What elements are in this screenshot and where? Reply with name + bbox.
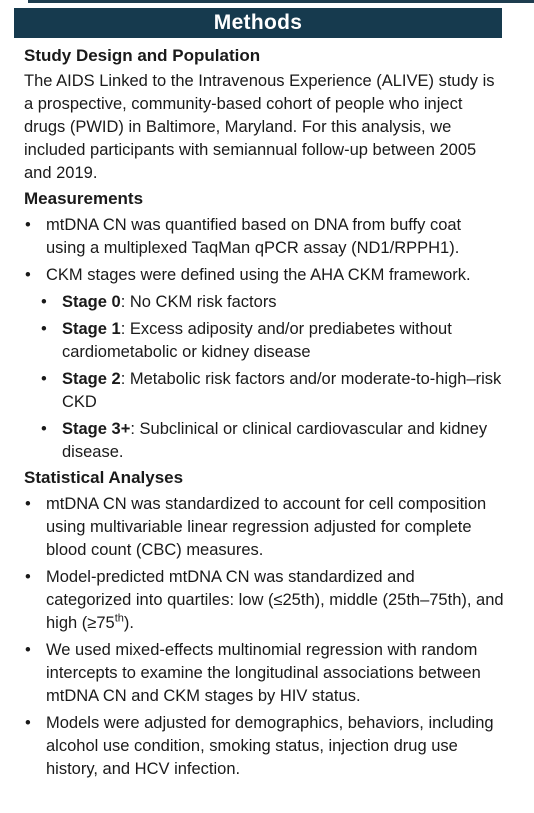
- methods-header-bar: [14, 8, 502, 38]
- methods-content: [24, 44, 504, 781]
- stats-bullet-regression: • We used mixed-effects multinomial regression with random intercepts to examine the longitudinal associations between mtDNA CN and CKM stages by HIV status.: [24, 639, 504, 708]
- measurements-bullet-mtdna: • mtDNA CN was quantified based on DNA from buffy coat using a multiplexed TaqMan qPCR assay (ND1/RPPH1).: [24, 214, 504, 260]
- stats-bullet-standardization: • mtDNA CN was standardized to account for cell composition using multivariable linear regression adjusted for complete blood count (CBC) measures.: [24, 493, 504, 562]
- stage-2-label: Stage 2: [62, 370, 121, 388]
- stage-3-item: [24, 418, 504, 464]
- stage-0-text: : No CKM risk factors: [120, 293, 277, 311]
- stage-0-item: [24, 291, 504, 314]
- study-design-heading: Study Design and Population: [24, 46, 261, 65]
- measurements-heading: Measurements: [24, 189, 144, 208]
- stats-bullet-quartiles: • Model-predicted mtDNA CN was standardized and categorized into quartiles: low (≤25th), middle (25th–75th), and high (≥75th).: [24, 566, 504, 635]
- stage-3-text: : Subclinical or clinical cardiovascular and kidney disease.: [62, 420, 488, 461]
- stage-1-text: : Excess adiposity and/or prediabetes without cardiometabolic or kidney disease: [62, 320, 452, 361]
- statistical-analyses-list: [24, 493, 504, 781]
- stage-1-item: [24, 318, 504, 364]
- stage-0-label: Stage 0: [62, 293, 121, 311]
- stage-1-label: Stage 1: [62, 320, 121, 338]
- measurements-bullet-ckm: • CKM stages were defined using the AHA CKM framework.: [24, 264, 504, 287]
- stage-3-label: Stage 3+: [62, 420, 131, 438]
- stage-2-item: [24, 368, 504, 414]
- study-design-paragraph: The AIDS Linked to the Intravenous Experience (ALIVE) study is a prospective, community-based cohort of people who inject drugs (PWID) in Baltimore, Maryland. For this analysis, we included participants with semiannual follow-up between 2005 and 2019.: [24, 72, 495, 182]
- measurements-list: [24, 214, 504, 287]
- stage-2-text: : Metabolic risk factors and/or moderate-to-high–risk CKD: [62, 370, 502, 411]
- stats-bullet-adjustment: • Models were adjusted for demographics, behaviors, including alcohol use condition, smoking status, injection drug use history, and HCV infection.: [24, 712, 504, 781]
- statistical-analyses-heading: Statistical Analyses: [24, 468, 184, 487]
- ckm-stage-list: [24, 291, 504, 464]
- methods-title: Methods: [213, 11, 303, 34]
- superscript-th: th: [114, 612, 124, 625]
- top-rule: [28, 0, 534, 3]
